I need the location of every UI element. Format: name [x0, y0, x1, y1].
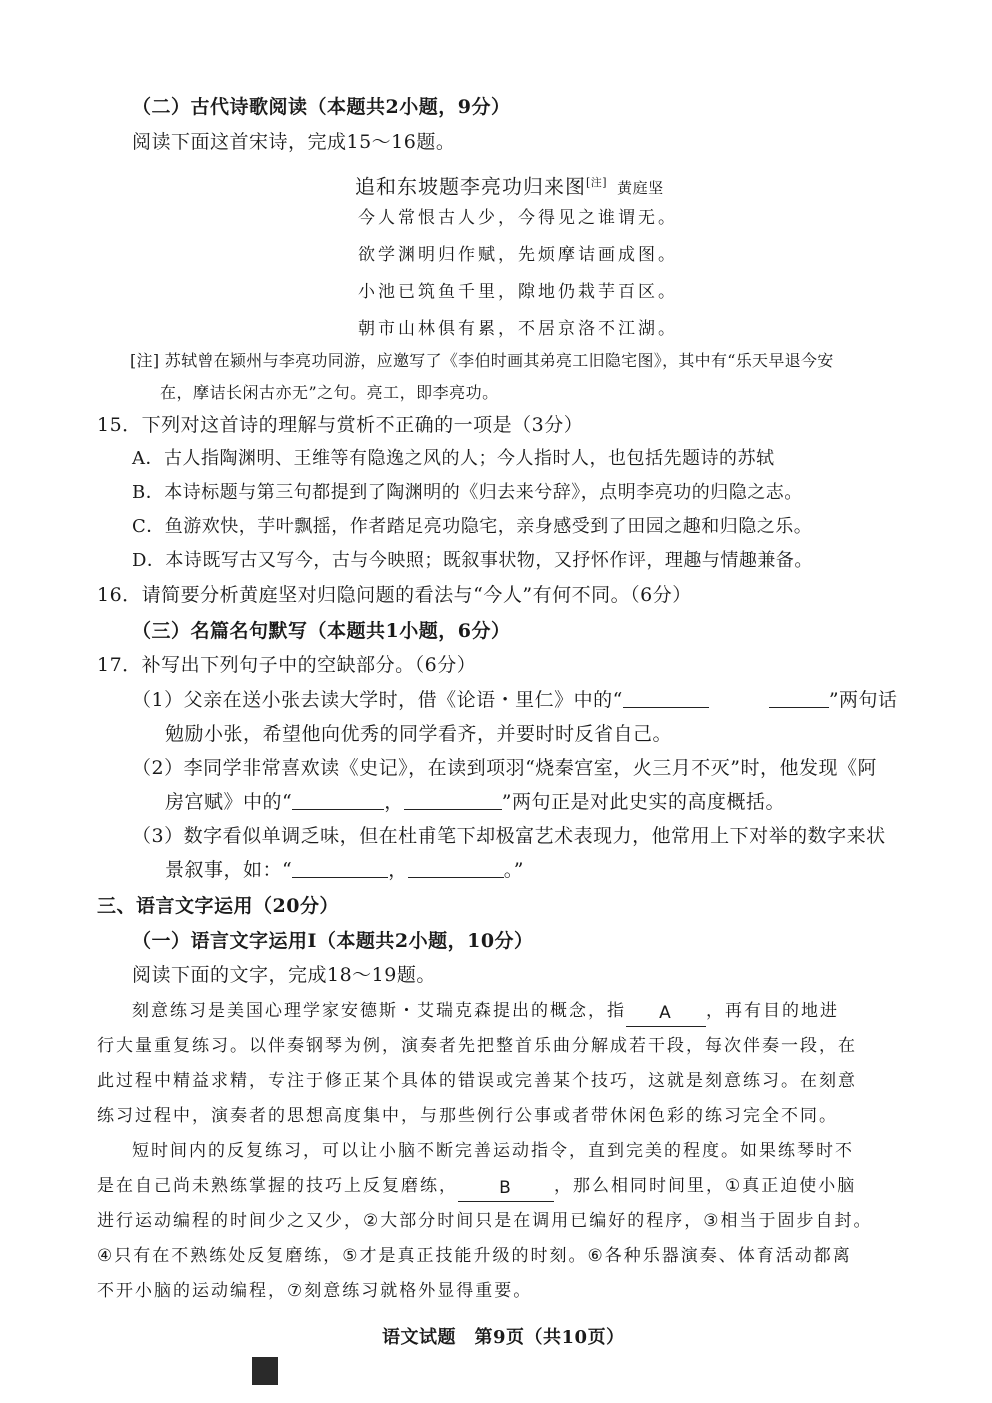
- passage-line-9: 不开小脑的运动编程，⑦刻意练习就格外显得重要。: [97, 1281, 533, 1301]
- section-header-poetry: （二）古代诗歌阅读（本题共2小题，9分）: [132, 96, 511, 118]
- passage-line-7: 进行运动编程的时间少之又少，②大部分时间只是在调用已编好的程序，③相当于固步自封。: [97, 1211, 873, 1231]
- passage-line-5: 短时间内的反复练习，可以让小脑不断完善运动指令，直到完美的程度。如果练琴时不: [132, 1141, 854, 1161]
- q17-part1-blank-1[interactable]: [623, 689, 709, 708]
- section-header-recitation: （三）名篇名句默写（本题共1小题，6分）: [132, 620, 511, 642]
- passage-line-6: [97, 1173, 856, 1202]
- poem-line-2: 欲学渊明归作赋，先烦摩诘画成图。: [358, 245, 678, 265]
- passage-blank-a[interactable]: A: [626, 1000, 706, 1027]
- q17-part2-text-b: 房宫赋》中的“: [165, 791, 293, 813]
- poem-note-line-2: 在，摩诘长闲古亦无”之句。亮工，即李亮功。: [160, 383, 499, 402]
- passage-line-1-a: 刻意练习是美国心理学家安德斯・艾瑞克森提出的概念，指: [132, 1001, 626, 1021]
- passage-blank-b[interactable]: B: [458, 1175, 554, 1202]
- poem-line-1: 今人常恨古人少，今得见之谁谓无。: [358, 208, 678, 228]
- q17-part1-text-b: ”两句话: [828, 689, 898, 711]
- question-15-option-c: C．鱼游欢快，芋叶飘摇，作者踏足亮功隐宅，亲身感受到了田园之趣和归隐之乐。: [132, 516, 813, 537]
- q17-part2-blank-1[interactable]: [292, 791, 384, 810]
- q17-part3-blank-1[interactable]: [292, 859, 388, 878]
- scan-mark: [252, 1357, 278, 1385]
- passage-line-6-b: ，那么相同时间里，①真正迫使小脑: [554, 1176, 857, 1196]
- passage-line-2: 行大量重复练习。以伴奏钢琴为例，演奏者先把整首乐曲分解成若干段，每次伴奏一段，在: [97, 1036, 857, 1056]
- poem-line-4: 朝市山林俱有累，不居京洛不江湖。: [358, 319, 678, 339]
- question-17-part-2-cont: [165, 789, 785, 815]
- section-header-language-use: （一）语言文字运用Ⅰ（本题共2小题，10分）: [132, 930, 534, 952]
- question-17-part-3-cont: [165, 857, 524, 883]
- question-17-stem: 17．补写出下列句子中的空缺部分。（6分）: [97, 654, 477, 676]
- q17-part3-sep: ，: [388, 859, 408, 881]
- question-17-part-3: （3）数字看似单调乏味，但在杜甫笔下却极富艺术表现力，他常用上下对举的数字来状: [132, 825, 886, 847]
- part-3-header: 三、语言文字运用（20分）: [97, 895, 339, 917]
- poem-instruction: 阅读下面这首宋诗，完成15～16题。: [132, 131, 456, 153]
- q17-part2-blank-2[interactable]: [404, 791, 502, 810]
- question-15-option-a: A．古人指陶渊明、王维等有隐逸之风的人；今人指时人，也包括先题诗的苏轼: [132, 448, 775, 469]
- poem-title-note: [注]: [586, 176, 608, 189]
- passage-line-4: 练习过程中，演奏者的思想高度集中，与那些例行公事或者带休闲色彩的练习完全不同。: [97, 1106, 838, 1126]
- poem-title-line: [355, 170, 664, 201]
- poem-title: 追和东坡题李亮功归来图: [355, 174, 586, 199]
- passage-line-1-b: ，再有目的地进: [706, 1001, 839, 1021]
- poem-author: 黄庭坚: [617, 179, 664, 198]
- q17-part1-text-c: 勉励小张，希望他向优秀的同学看齐，并要时时反省自己。: [165, 723, 673, 745]
- question-15-option-b: B．本诗标题与第三句都提到了陶渊明的《归去来兮辞》，点明李亮功的归隐之志。: [132, 482, 803, 503]
- q17-part3-blank-2[interactable]: [408, 859, 504, 878]
- passage-line-8: ④只有在不熟练处反复磨练，⑤才是真正技能升级的时刻。⑥各种乐器演奏、体育活动都离: [97, 1246, 852, 1266]
- question-16-stem: 16．请简要分析黄庭坚对归隐问题的看法与“今人”有何不同。（6分）: [97, 584, 692, 606]
- q17-part3-text-b: 景叙事，如：“: [165, 859, 293, 881]
- q17-part1-text-a: （1）父亲在送小张去读大学时，借《论语・里仁》中的“: [132, 689, 623, 711]
- q17-part2-sep: ，: [384, 791, 404, 813]
- q17-part2-text-c: ”两句正是对此史实的高度概括。: [501, 791, 785, 813]
- passage-line-6-a: 是在自己尚未熟练掌握的技巧上反复磨练，: [97, 1176, 458, 1196]
- q17-part3-text-c: 。”: [503, 859, 524, 881]
- page-footer: 语文试题 第9页（共10页）: [382, 1327, 625, 1348]
- question-17-part-1: [132, 687, 898, 713]
- passage-line-3: 此过程中精益求精，专注于修正某个具体的错误或完善某个技巧，这就是刻意练习。在刻意: [97, 1071, 857, 1091]
- question-15-stem: 15．下列对这首诗的理解与赏析不正确的一项是（3分）: [97, 414, 584, 436]
- passage-instruction: 阅读下面的文字，完成18～19题。: [132, 964, 436, 986]
- question-15-option-d: D．本诗既写古又写今，古与今映照；既叙事状物，又抒怀作评，理趣与情趣兼备。: [132, 550, 813, 571]
- poem-line-3: 小池已筑鱼千里，隙地仍栽芋百区。: [358, 282, 678, 302]
- q17-part1-blank-2[interactable]: [769, 689, 829, 708]
- poem-note-line-1: [注] 苏轼曾在颍州与李亮功同游，应邀写了《李伯时画其弟亮工旧隐宅图》，其中有“乐天早退今安: [130, 351, 834, 370]
- question-17-part-2: （2）李同学非常喜欢读《史记》，在读到项羽“烧秦宫室，火三月不灭”时，他发现《阿: [132, 757, 878, 779]
- passage-line-1: [132, 998, 839, 1027]
